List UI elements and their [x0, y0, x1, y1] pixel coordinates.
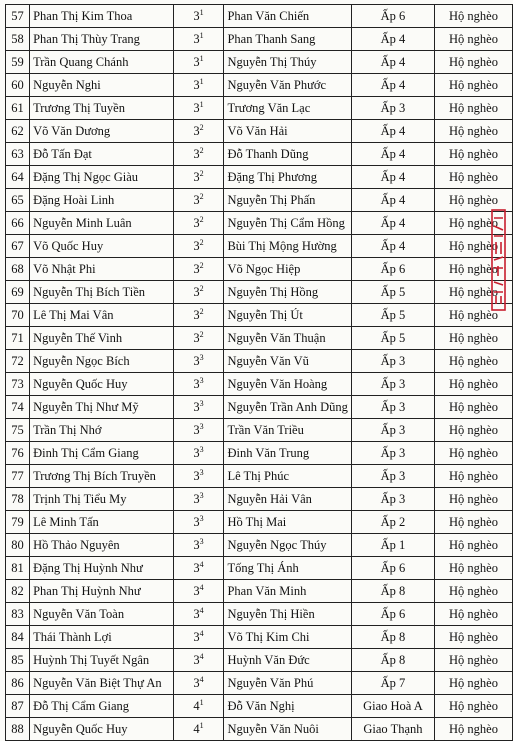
household-status: Hộ nghèo	[434, 212, 512, 235]
hamlet-name: Ấp 4	[351, 143, 434, 166]
class-grade: 3	[193, 423, 200, 437]
class-grade: 3	[193, 308, 200, 322]
table-row	[6, 258, 513, 281]
household-head-name: Võ Văn Hải	[224, 120, 352, 143]
student-name: Lê Minh Tấn	[30, 511, 174, 534]
household-status: Hộ nghèo	[434, 28, 512, 51]
class-section: 2	[199, 122, 204, 132]
class-grade: 3	[193, 515, 200, 529]
class-section: 3	[199, 398, 204, 408]
hamlet-name: Ấp 3	[351, 465, 434, 488]
household-head-name: Nguyễn Hải Vân	[224, 488, 352, 511]
table-row	[6, 97, 513, 120]
household-status: Hộ nghèo	[434, 580, 512, 603]
row-number: 72	[6, 350, 30, 373]
class-section: 4	[199, 628, 204, 638]
household-status: Hộ nghèo	[434, 327, 512, 350]
household-status: Hộ nghèo	[434, 557, 512, 580]
student-name: Nguyễn Ngọc Bích	[30, 350, 174, 373]
class-code	[173, 488, 224, 511]
table-row	[6, 718, 513, 741]
hamlet-name: Ấp 3	[351, 396, 434, 419]
household-head-name: Đỗ Thanh Dũng	[224, 143, 352, 166]
row-number: 60	[6, 74, 30, 97]
hamlet-name: Ấp 3	[351, 97, 434, 120]
household-status: Hộ nghèo	[434, 74, 512, 97]
row-number: 67	[6, 235, 30, 258]
household-head-name: Võ Ngọc Hiệp	[224, 258, 352, 281]
table-row	[6, 396, 513, 419]
student-name: Nguyễn Văn Toàn	[30, 603, 174, 626]
row-number: 61	[6, 97, 30, 120]
household-status: Hộ nghèo	[434, 419, 512, 442]
household-status: Hộ nghèo	[434, 350, 512, 373]
class-grade: 3	[193, 101, 200, 115]
row-number: 81	[6, 557, 30, 580]
table-row	[6, 350, 513, 373]
row-number: 85	[6, 649, 30, 672]
class-section: 1	[199, 76, 204, 86]
student-name: Huỳnh Thị Tuyết Ngân	[30, 649, 174, 672]
household-head-name: Hồ Thị Mai	[224, 511, 352, 534]
student-name: Nguyễn Văn Biệt Thự An	[30, 672, 174, 695]
class-code	[173, 97, 224, 120]
hamlet-name: Ấp 6	[351, 258, 434, 281]
class-code	[173, 350, 224, 373]
class-section: 2	[199, 191, 204, 201]
household-status: Hộ nghèo	[434, 442, 512, 465]
class-grade: 3	[193, 55, 200, 69]
class-grade: 4	[193, 722, 200, 736]
class-code	[173, 649, 224, 672]
class-code	[173, 465, 224, 488]
hamlet-name: Ấp 3	[351, 488, 434, 511]
table-row	[6, 74, 513, 97]
class-section: 1	[199, 30, 204, 40]
row-number: 57	[6, 5, 30, 28]
class-section: 1	[199, 7, 204, 17]
class-grade: 3	[193, 216, 200, 230]
class-code	[173, 166, 224, 189]
household-status: Hộ nghèo	[434, 626, 512, 649]
table-row	[6, 672, 513, 695]
class-grade: 3	[193, 400, 200, 414]
household-status: Hộ nghèo	[434, 488, 512, 511]
row-number: 66	[6, 212, 30, 235]
hamlet-name: Ấp 6	[351, 603, 434, 626]
table-row	[6, 212, 513, 235]
household-head-name: Đỗ Văn Nghị	[224, 695, 352, 718]
table-row	[6, 534, 513, 557]
class-grade: 3	[193, 538, 200, 552]
row-number: 64	[6, 166, 30, 189]
household-status: Hộ nghèo	[434, 51, 512, 74]
row-number: 75	[6, 419, 30, 442]
household-head-name: Nguyễn Thị Cẩm Hồng	[224, 212, 352, 235]
class-section: 4	[199, 582, 204, 592]
student-name: Trương Thị Bích Truyền	[30, 465, 174, 488]
class-code	[173, 258, 224, 281]
hamlet-name: Ấp 3	[351, 373, 434, 396]
table-row	[6, 235, 513, 258]
row-number: 73	[6, 373, 30, 396]
household-head-name: Nguyễn Văn Nuôi	[224, 718, 352, 741]
class-section: 1	[199, 99, 204, 109]
class-section: 4	[199, 605, 204, 615]
hamlet-name: Ấp 8	[351, 649, 434, 672]
student-name: Đỗ Thị Cẩm Giang	[30, 695, 174, 718]
household-head-name: Nguyễn Văn Vũ	[224, 350, 352, 373]
hamlet-name: Ấp 5	[351, 304, 434, 327]
class-section: 3	[199, 375, 204, 385]
student-name: Nguyễn Thị Như Mỹ	[30, 396, 174, 419]
student-name: Võ Nhật Phi	[30, 258, 174, 281]
household-status: Hộ nghèo	[434, 143, 512, 166]
hamlet-name: Ấp 8	[351, 580, 434, 603]
household-status: Hộ nghèo	[434, 603, 512, 626]
row-number: 70	[6, 304, 30, 327]
household-status: Hộ nghèo	[434, 304, 512, 327]
row-number: 58	[6, 28, 30, 51]
student-name: Phan Thị Huỳnh Như	[30, 580, 174, 603]
class-section: 2	[199, 145, 204, 155]
hamlet-name: Ấp 4	[351, 28, 434, 51]
class-section: 1	[199, 53, 204, 63]
household-head-name: Nguyễn Thị Thúy	[224, 51, 352, 74]
class-grade: 3	[193, 32, 200, 46]
class-code	[173, 235, 224, 258]
class-section: 1	[199, 720, 204, 730]
class-section: 3	[199, 467, 204, 477]
household-status: Hộ nghèo	[434, 695, 512, 718]
household-status: Hộ nghèo	[434, 258, 512, 281]
student-name: Trần Quang Chánh	[30, 51, 174, 74]
household-status: Hộ nghèo	[434, 373, 512, 396]
household-status: Hộ nghèo	[434, 718, 512, 741]
hamlet-name: Giao Thạnh	[351, 718, 434, 741]
hamlet-name: Ấp 7	[351, 672, 434, 695]
student-name: Phan Thị Thùy Trang	[30, 28, 174, 51]
household-head-name: Trương Văn Lạc	[224, 97, 352, 120]
hamlet-name: Ấp 6	[351, 557, 434, 580]
class-grade: 3	[193, 584, 200, 598]
class-section: 3	[199, 352, 204, 362]
row-number: 69	[6, 281, 30, 304]
table-row	[6, 327, 513, 350]
table-row	[6, 626, 513, 649]
class-grade: 3	[193, 492, 200, 506]
row-number: 79	[6, 511, 30, 534]
household-status: Hộ nghèo	[434, 672, 512, 695]
table-row	[6, 51, 513, 74]
household-status: Hộ nghèo	[434, 465, 512, 488]
student-name: Lê Thị Mai Vân	[30, 304, 174, 327]
student-name: Trịnh Thị Tiểu My	[30, 488, 174, 511]
student-name: Nguyễn Quốc Huy	[30, 373, 174, 396]
student-name: Đặng Hoài Linh	[30, 189, 174, 212]
student-name: Nguyễn Nghi	[30, 74, 174, 97]
household-status: Hộ nghèo	[434, 534, 512, 557]
household-head-name: Đặng Thị Phương	[224, 166, 352, 189]
hamlet-name: Ấp 2	[351, 511, 434, 534]
class-code	[173, 373, 224, 396]
row-number: 71	[6, 327, 30, 350]
row-number: 84	[6, 626, 30, 649]
class-grade: 3	[193, 354, 200, 368]
hamlet-name: Ấp 3	[351, 442, 434, 465]
row-number: 82	[6, 580, 30, 603]
class-grade: 3	[193, 285, 200, 299]
household-head-name: Trần Văn Triều	[224, 419, 352, 442]
hamlet-name: Ấp 3	[351, 350, 434, 373]
class-code	[173, 5, 224, 28]
class-code	[173, 143, 224, 166]
household-head-name: Nguyễn Thị Hồng	[224, 281, 352, 304]
class-grade: 3	[193, 170, 200, 184]
class-grade: 3	[193, 193, 200, 207]
student-name: Trần Thị Nhớ	[30, 419, 174, 442]
red-seal-stamp	[489, 208, 509, 312]
household-head-name: Tống Thị Ánh	[224, 557, 352, 580]
student-name: Nguyễn Minh Luân	[30, 212, 174, 235]
class-section: 3	[199, 421, 204, 431]
household-head-name: Nguyễn Ngọc Thúy	[224, 534, 352, 557]
student-name: Đặng Thị Ngọc Giàu	[30, 166, 174, 189]
class-code	[173, 557, 224, 580]
class-grade: 3	[193, 630, 200, 644]
class-grade: 3	[193, 469, 200, 483]
class-grade: 3	[193, 239, 200, 253]
household-head-name: Nguyễn Văn Phú	[224, 672, 352, 695]
hamlet-name: Giao Hoà A	[351, 695, 434, 718]
class-code	[173, 120, 224, 143]
class-code	[173, 51, 224, 74]
class-section: 2	[199, 168, 204, 178]
household-head-name: Võ Thị Kim Chi	[224, 626, 352, 649]
table-row	[6, 511, 513, 534]
class-grade: 3	[193, 78, 200, 92]
class-section: 2	[199, 283, 204, 293]
hamlet-name: Ấp 4	[351, 212, 434, 235]
row-number: 88	[6, 718, 30, 741]
hamlet-name: Ấp 4	[351, 120, 434, 143]
household-head-name: Phan Thanh Sang	[224, 28, 352, 51]
class-code	[173, 396, 224, 419]
student-name: Nguyễn Thị Bích Tiền	[30, 281, 174, 304]
hamlet-name: Ấp 4	[351, 74, 434, 97]
class-code	[173, 212, 224, 235]
table-row	[6, 442, 513, 465]
class-section: 3	[199, 536, 204, 546]
class-code	[173, 304, 224, 327]
row-number: 68	[6, 258, 30, 281]
student-name: Phan Thị Kim Thoa	[30, 5, 174, 28]
class-grade: 3	[193, 124, 200, 138]
household-head-name: Nguyễn Trần Anh Dũng	[224, 396, 352, 419]
hamlet-name: Ấp 5	[351, 281, 434, 304]
household-status: Hộ nghèo	[434, 396, 512, 419]
hamlet-name: Ấp 8	[351, 626, 434, 649]
class-section: 2	[199, 306, 204, 316]
table-row	[6, 419, 513, 442]
class-grade: 3	[193, 607, 200, 621]
class-grade: 4	[193, 699, 200, 713]
row-number: 87	[6, 695, 30, 718]
class-grade: 3	[193, 377, 200, 391]
student-name: Nguyễn Thế Vinh	[30, 327, 174, 350]
table-row	[6, 465, 513, 488]
table-row	[6, 603, 513, 626]
class-section: 2	[199, 214, 204, 224]
class-code	[173, 74, 224, 97]
class-grade: 3	[193, 446, 200, 460]
household-status: Hộ nghèo	[434, 189, 512, 212]
class-section: 2	[199, 237, 204, 247]
table-row	[6, 304, 513, 327]
row-number: 65	[6, 189, 30, 212]
hamlet-name: Ấp 3	[351, 419, 434, 442]
household-head-name: Nguyễn Thị Phấn	[224, 189, 352, 212]
class-section: 4	[199, 651, 204, 661]
table-row	[6, 28, 513, 51]
household-head-name: Nguyễn Thị Út	[224, 304, 352, 327]
class-section: 4	[199, 559, 204, 569]
student-name: Đặng Thị Huỳnh Như	[30, 557, 174, 580]
class-grade: 3	[193, 331, 200, 345]
household-head-name: Nguyễn Văn Phước	[224, 74, 352, 97]
row-number: 62	[6, 120, 30, 143]
row-number: 74	[6, 396, 30, 419]
class-grade: 3	[193, 9, 200, 23]
household-status: Hộ nghèo	[434, 235, 512, 258]
student-table	[5, 4, 513, 741]
table-row	[6, 695, 513, 718]
class-code	[173, 603, 224, 626]
household-status: Hộ nghèo	[434, 5, 512, 28]
class-grade: 3	[193, 147, 200, 161]
class-code	[173, 534, 224, 557]
table-row	[6, 166, 513, 189]
class-section: 3	[199, 444, 204, 454]
student-name: Nguyễn Quốc Huy	[30, 718, 174, 741]
student-name: Trương Thị Tuyền	[30, 97, 174, 120]
household-head-name: Nguyễn Thị Hiền	[224, 603, 352, 626]
household-status: Hộ nghèo	[434, 649, 512, 672]
student-name: Đỗ Tấn Đạt	[30, 143, 174, 166]
hamlet-name: Ấp 4	[351, 166, 434, 189]
household-head-name: Nguyễn Văn Hoàng	[224, 373, 352, 396]
class-code	[173, 28, 224, 51]
class-code	[173, 695, 224, 718]
class-code	[173, 511, 224, 534]
class-section: 3	[199, 513, 204, 523]
class-section: 3	[199, 490, 204, 500]
table-row	[6, 120, 513, 143]
row-number: 80	[6, 534, 30, 557]
hamlet-name: Ấp 4	[351, 51, 434, 74]
table-row	[6, 557, 513, 580]
class-code	[173, 327, 224, 350]
row-number: 77	[6, 465, 30, 488]
student-name: Đinh Thị Cẩm Giang	[30, 442, 174, 465]
class-code	[173, 718, 224, 741]
household-head-name: Phan Văn Minh	[224, 580, 352, 603]
household-status: Hộ nghèo	[434, 511, 512, 534]
table-row	[6, 281, 513, 304]
table-row	[6, 580, 513, 603]
household-head-name: Phan Văn Chiến	[224, 5, 352, 28]
household-head-name: Lê Thị Phúc	[224, 465, 352, 488]
household-head-name: Đinh Văn Trung	[224, 442, 352, 465]
student-name: Võ Quốc Huy	[30, 235, 174, 258]
household-status: Hộ nghèo	[434, 281, 512, 304]
row-number: 63	[6, 143, 30, 166]
household-head-name: Huỳnh Văn Đức	[224, 649, 352, 672]
class-section: 2	[199, 260, 204, 270]
row-number: 86	[6, 672, 30, 695]
row-number: 83	[6, 603, 30, 626]
household-status: Hộ nghèo	[434, 97, 512, 120]
class-code	[173, 580, 224, 603]
class-grade: 3	[193, 561, 200, 575]
class-code	[173, 189, 224, 212]
household-head-name: Bùi Thị Mộng Hường	[224, 235, 352, 258]
row-number: 76	[6, 442, 30, 465]
row-number: 78	[6, 488, 30, 511]
class-section: 2	[199, 329, 204, 339]
hamlet-name: Ấp 5	[351, 327, 434, 350]
student-name: Thái Thành Lợi	[30, 626, 174, 649]
class-code	[173, 419, 224, 442]
class-code	[173, 672, 224, 695]
class-section: 1	[199, 697, 204, 707]
hamlet-name: Ấp 4	[351, 189, 434, 212]
table-row	[6, 373, 513, 396]
student-name: Võ Văn Dương	[30, 120, 174, 143]
household-head-name: Nguyễn Văn Thuận	[224, 327, 352, 350]
class-code	[173, 442, 224, 465]
class-code	[173, 281, 224, 304]
table-row	[6, 143, 513, 166]
hamlet-name: Ấp 6	[351, 5, 434, 28]
class-grade: 3	[193, 262, 200, 276]
class-section: 4	[199, 674, 204, 684]
household-status: Hộ nghèo	[434, 166, 512, 189]
household-status: Hộ nghèo	[434, 120, 512, 143]
table-body	[6, 5, 513, 741]
class-grade: 3	[193, 676, 200, 690]
hamlet-name: Ấp 1	[351, 534, 434, 557]
table-row	[6, 5, 513, 28]
table-row	[6, 488, 513, 511]
student-name: Hồ Thảo Nguyên	[30, 534, 174, 557]
table-row	[6, 189, 513, 212]
class-grade: 3	[193, 653, 200, 667]
row-number: 59	[6, 51, 30, 74]
class-code	[173, 626, 224, 649]
hamlet-name: Ấp 4	[351, 235, 434, 258]
table-row	[6, 649, 513, 672]
